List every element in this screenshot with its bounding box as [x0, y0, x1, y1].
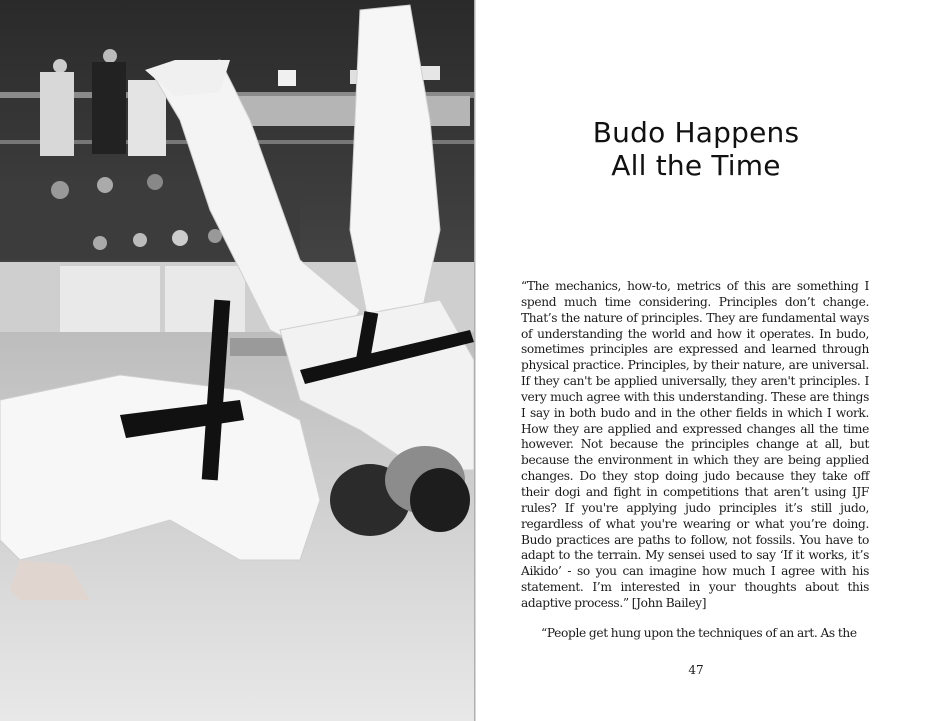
next-paragraph: “People get hung upon the techniques of an art. As the [541, 625, 857, 640]
text-page [476, 0, 927, 721]
body-text [521, 279, 869, 642]
chapter-title-line-1: Budo Happens [592, 116, 800, 149]
page-number: 47 [688, 663, 704, 677]
chapter-title-line-2: All the Time [611, 149, 781, 182]
chapter-title [476, 116, 916, 182]
quote-paragraph: “The mechanics, how-to, metrics of this are something I spend much time considering. Principles don’t change. That’s the nature of principles. They are fundamental ways of understanding the world and how it operates. In budo, sometimes principles are expressed and learned through physical practice. Principles, by their nature, are universal. If they can't be applied universally, they aren't principles. I very much agree with this understanding. These are things I say in both budo and in the other fields in which I work. How they are applied and expressed changes all the time however. Not because the principles change at all, but because the environment in which they are being applied changes. Do they stop doing judo because they take off their dogi and fight in competitions that aren’t using IJF rules? If you're applying judo principles it’s still judo, regardless of what you're wearing or what you’re doing. Budo practices are paths to follow, not fossils. You have to adapt to the terrain. My sensei used to say ‘If it works, it’s Aikido’ - so you can imagine how much I agree with his statement. I’m interested in your thoughts about this adaptive process.” [John Bailey] [521, 279, 869, 610]
